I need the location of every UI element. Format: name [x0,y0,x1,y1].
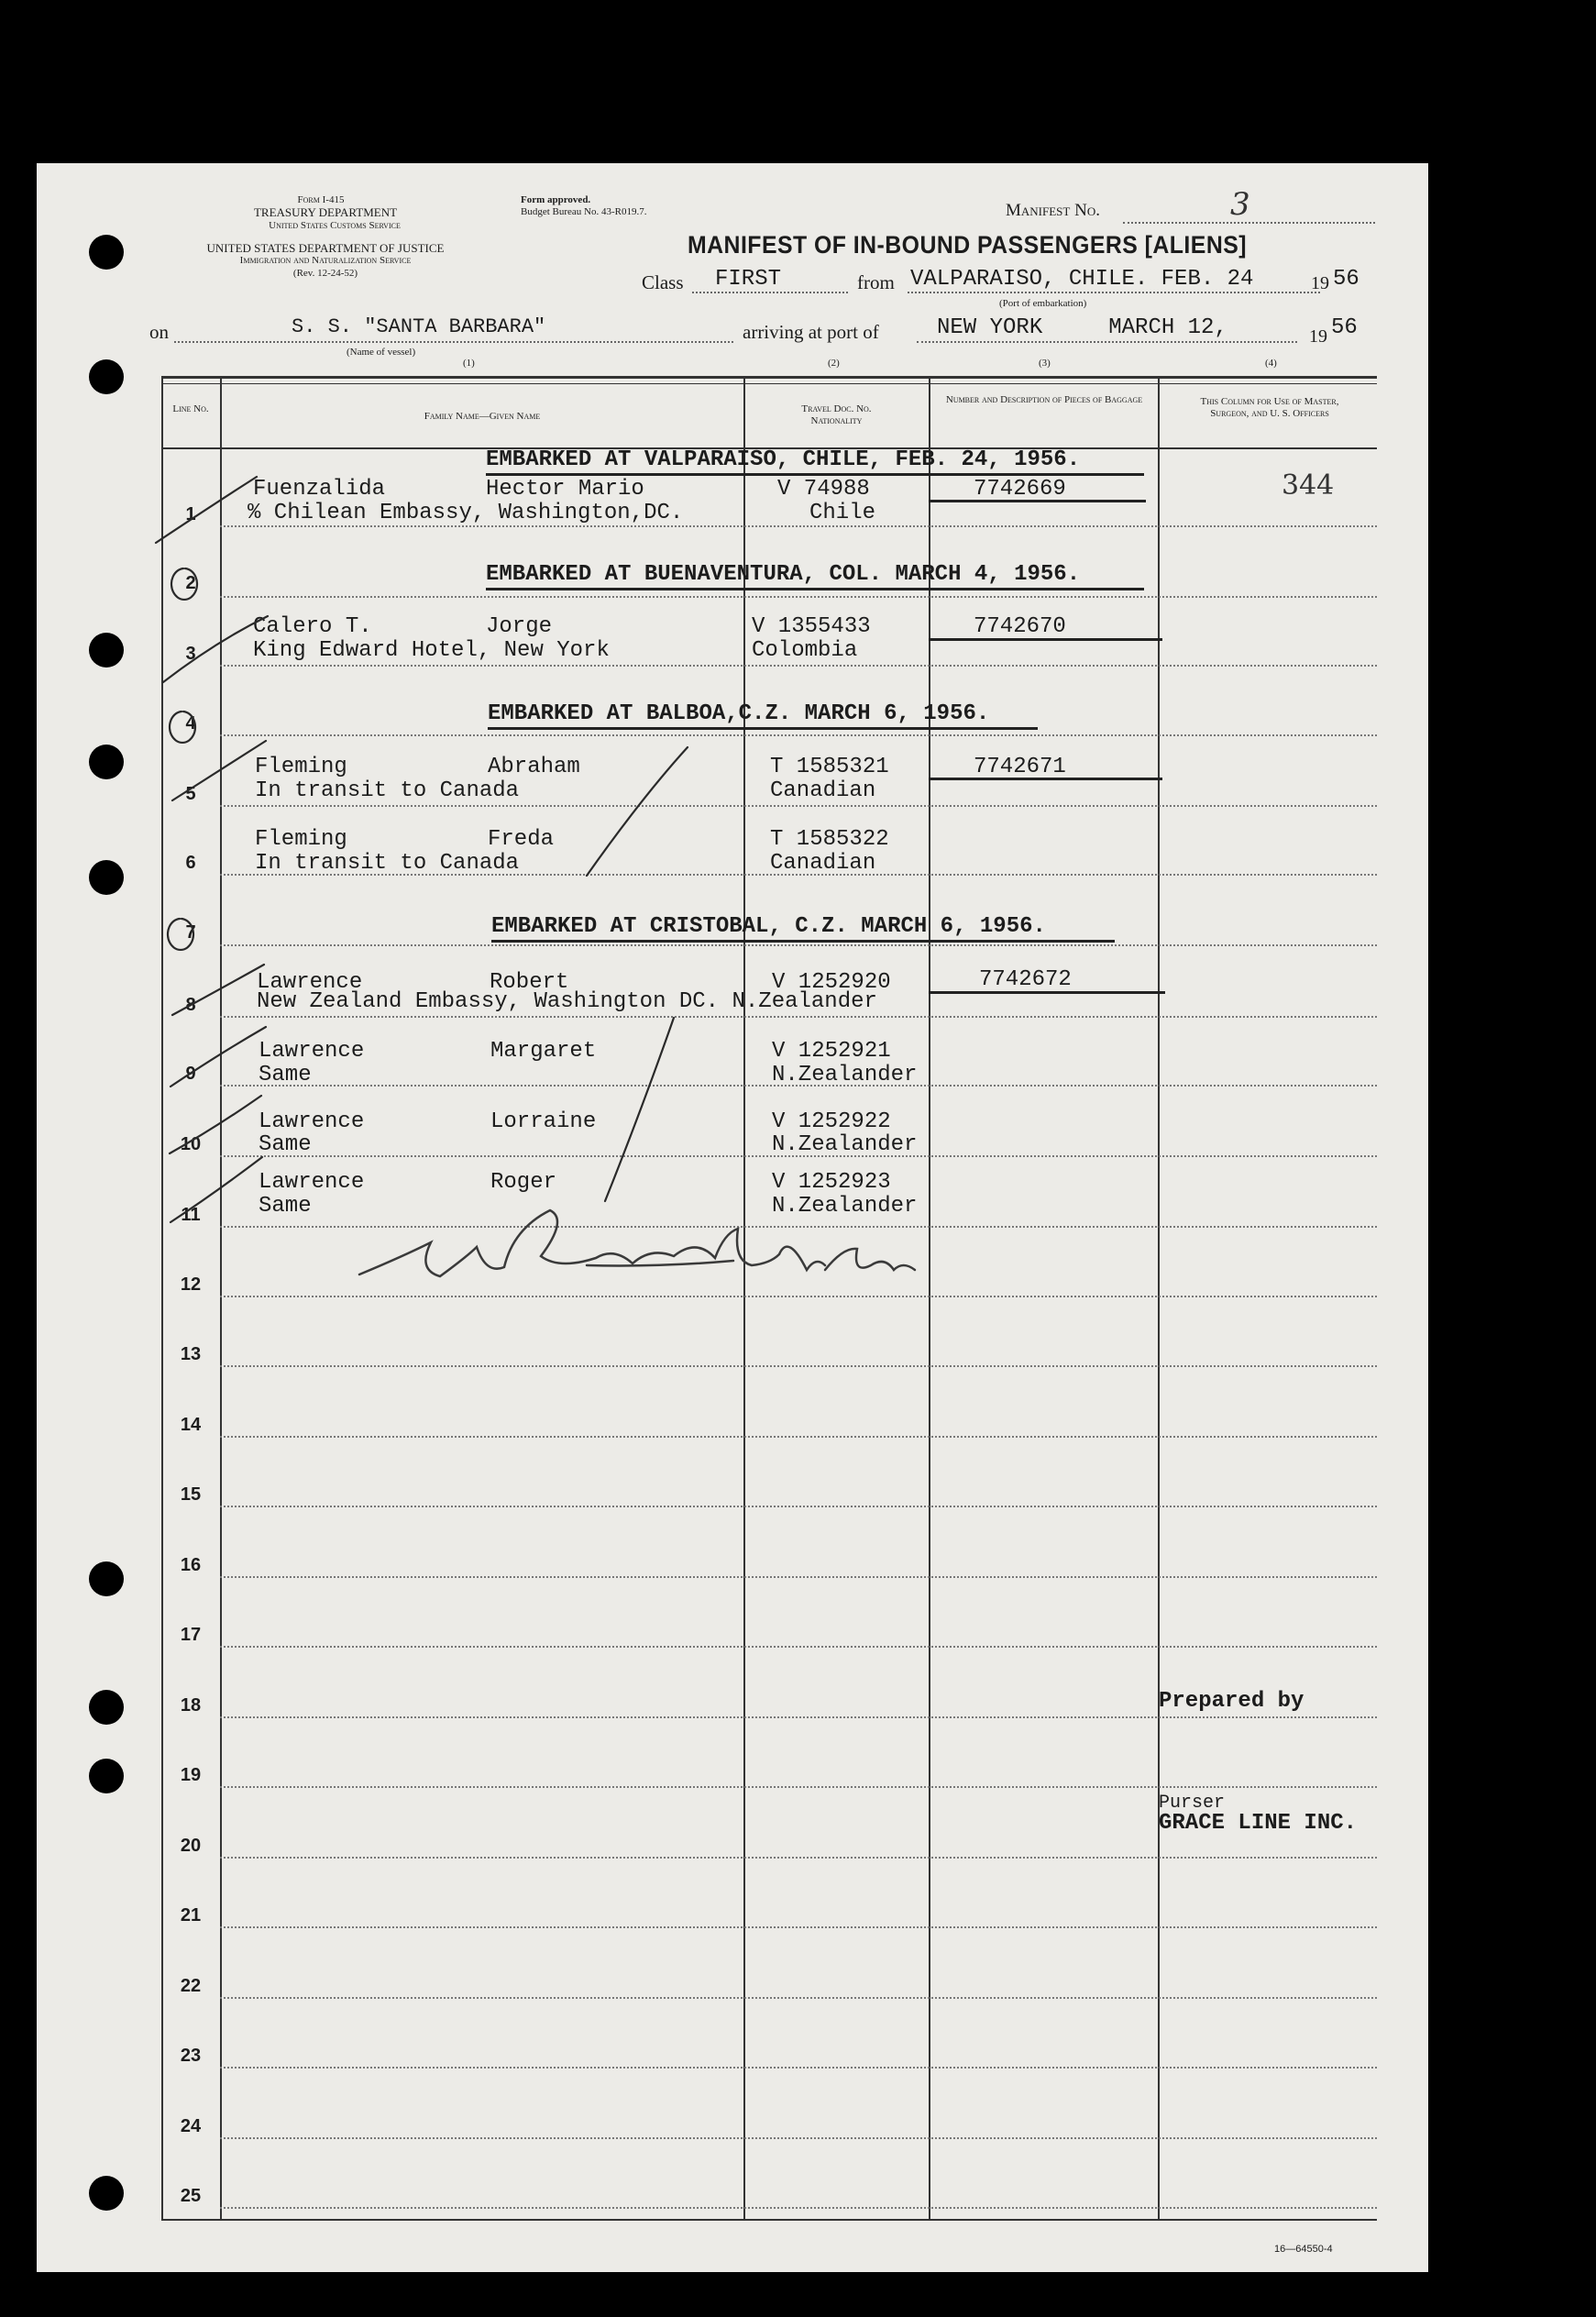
baggage-number: 7742670 [974,614,1066,639]
treasury-department: TREASURY DEPARTMENT [253,205,398,219]
passenger-family-name: Lawrence [259,1170,365,1195]
line-number: 2 [185,573,196,593]
from-label: from [857,271,895,293]
class-label: Class [642,271,684,293]
column-travel-doc: Travel Doc. No. Nationality [801,403,872,426]
immigration-service: Immigration and Naturalization Service [239,255,412,266]
line-number: 15 [180,1484,202,1505]
passenger-address: Same [259,1194,312,1219]
arriving-value: NEW YORK MARCH 12, [937,315,1227,340]
line-number: 19 [180,1765,202,1785]
line-number: 12 [180,1274,202,1295]
nationality: Canadian [770,778,876,803]
baggage-number: 7742669 [974,477,1066,502]
travel-doc-number: T 1585321 [770,755,889,779]
line-number: 11 [181,1205,201,1225]
line-number: 13 [180,1344,202,1364]
column-line-no: Line No. [172,403,209,414]
line-number: 17 [180,1625,202,1645]
punch-hole [89,745,124,779]
punch-hole [89,1690,124,1725]
department-of-justice: UNITED STATES DEPARTMENT OF JUSTICE [206,241,445,255]
line-number: 8 [185,995,196,1015]
nationality: Chile [809,501,876,525]
revision-date: (Rev. 12-24-52) [292,268,358,279]
punch-hole [89,359,124,394]
baggage-number: 7742671 [974,755,1066,779]
punch-hole [89,2176,124,2211]
vessel-caption: (Name of vessel) [347,347,416,358]
budget-bureau: Budget Bureau No. 43-R019.7. [521,206,647,217]
footer-code: 16—64550-4 [1274,2244,1333,2255]
caption-col-1: (1) [463,358,475,369]
passenger-given-name: Lorraine [490,1109,597,1134]
line-number: 20 [180,1836,202,1856]
manifest-page [37,163,1428,2272]
passenger-given-name: Freda [488,827,555,852]
purser-label: Purser [1159,1793,1226,1814]
travel-doc-number: V 1355433 [752,614,871,639]
class-value: FIRST [715,267,782,292]
from-year-prefix: 19 [1311,273,1329,293]
column-name: Family Name—Given Name [424,411,541,422]
passenger-address: Same [259,1063,312,1087]
nationality: Canadian [770,851,876,876]
line-number: 24 [180,2116,202,2136]
line-number: 21 [180,1905,202,1925]
punch-hole [89,1561,124,1596]
travel-doc-number: V 1252921 [772,1039,891,1064]
passenger-given-name: Margaret [490,1039,597,1064]
line-number: 10 [180,1134,202,1154]
passenger-family-name: Fuenzalida [253,477,386,502]
embark-header: EMBARKED AT BALBOA,C.Z. MARCH 6, 1956. [488,701,990,726]
travel-doc-number: T 1585322 [770,827,889,852]
customs-service: United States Customs Service [269,220,401,231]
passenger-address: Same [259,1132,312,1157]
punch-hole [89,860,124,895]
passenger-given-name: Hector Mario [486,477,644,502]
line-number: 5 [185,784,196,804]
port-of-embarkation-caption: (Port of embarkation) [999,298,1087,309]
line-number: 22 [180,1976,202,1996]
travel-doc-number: V 1252922 [772,1109,891,1134]
passenger-given-name: Abraham [488,755,580,779]
punch-hole [89,235,124,270]
travel-doc-number: V 74988 [777,477,870,502]
form-approved: Form approved. [521,194,591,205]
officer-note: 344 [1282,469,1335,502]
passenger-family-name: Fleming [255,827,347,852]
travel-doc-number: V 1252920 [772,970,891,995]
passenger-family-name: Fleming [255,755,347,779]
manifest-no-value: 3 [1230,186,1250,223]
nationality: Colombia [752,638,858,663]
line-number: 25 [180,2186,202,2206]
line-number: 9 [185,1064,196,1084]
passenger-family-name: Lawrence [259,1109,365,1134]
travel-doc-number: V 1252923 [772,1170,891,1195]
manifest-no-label: Manifest No. [1006,201,1100,220]
caption-col-3: (3) [1039,358,1051,369]
line-number: 18 [180,1695,202,1716]
prepared-by-label: Prepared by [1159,1689,1304,1714]
line-number: 16 [180,1555,202,1575]
punch-hole [89,633,124,668]
column-baggage: Number and Description of Pieces of Baggage [945,394,1143,405]
passenger-address: % Chilean Embassy, Washington,DC. [248,501,684,525]
passenger-address: In transit to Canada [255,778,520,803]
line-number: 7 [185,922,196,943]
line-number: 6 [185,853,196,873]
line-number: 4 [185,713,196,734]
grace-line-label: GRACE LINE INC. [1159,1811,1358,1836]
on-label: on [149,321,169,343]
from-value: VALPARAISO, CHILE. FEB. 24 [910,267,1254,292]
arriving-year-prefix: 19 [1309,326,1327,347]
passenger-given-name: Roger [490,1170,557,1195]
passenger-family-name: Lawrence [257,970,363,995]
line-number: 23 [180,2046,202,2066]
embark-header: EMBARKED AT CRISTOBAL, C.Z. MARCH 6, 1956. [491,914,1046,939]
arriving-year: 56 [1331,315,1358,340]
nationality: N.Zealander [772,1194,918,1219]
passenger-given-name: Robert [490,970,569,995]
nationality: N.Zealander [772,1132,918,1157]
line-number: 1 [185,504,196,524]
passenger-address: King Edward Hotel, New York [253,638,610,663]
line-number: 3 [185,644,196,664]
from-year: 56 [1333,267,1359,292]
embark-header: EMBARKED AT BUENAVENTURA, COL. MARCH 4, 1956. [486,562,1081,587]
passenger-family-name: Lawrence [259,1039,365,1064]
embark-header: EMBARKED AT VALPARAISO, CHILE, FEB. 24, 1956. [486,447,1081,472]
page-title: MANIFEST OF IN-BOUND PASSENGERS [ALIENS] [688,231,1247,259]
line-number: 14 [180,1415,202,1435]
passenger-address: In transit to Canada [255,851,520,876]
vessel-name: S. S. "SANTA BARBARA" [292,315,546,338]
nationality: N.Zealander [772,1063,918,1087]
column-officers: This Column for Use of Master, Surgeon, and U. S. Officers [1200,396,1339,419]
punch-hole [89,1759,124,1793]
arriving-label: arriving at port of [743,321,879,343]
baggage-number: 7742672 [979,967,1072,992]
passenger-given-name: Jorge [486,614,553,639]
form-number: Form I-415 [297,194,345,205]
caption-col-2: (2) [828,358,840,369]
caption-col-4: (4) [1265,358,1277,369]
passenger-family-name: Calero T. [253,614,372,639]
passenger-address: New Zealand Embassy, Washington DC. N.Zealander [257,989,877,1014]
